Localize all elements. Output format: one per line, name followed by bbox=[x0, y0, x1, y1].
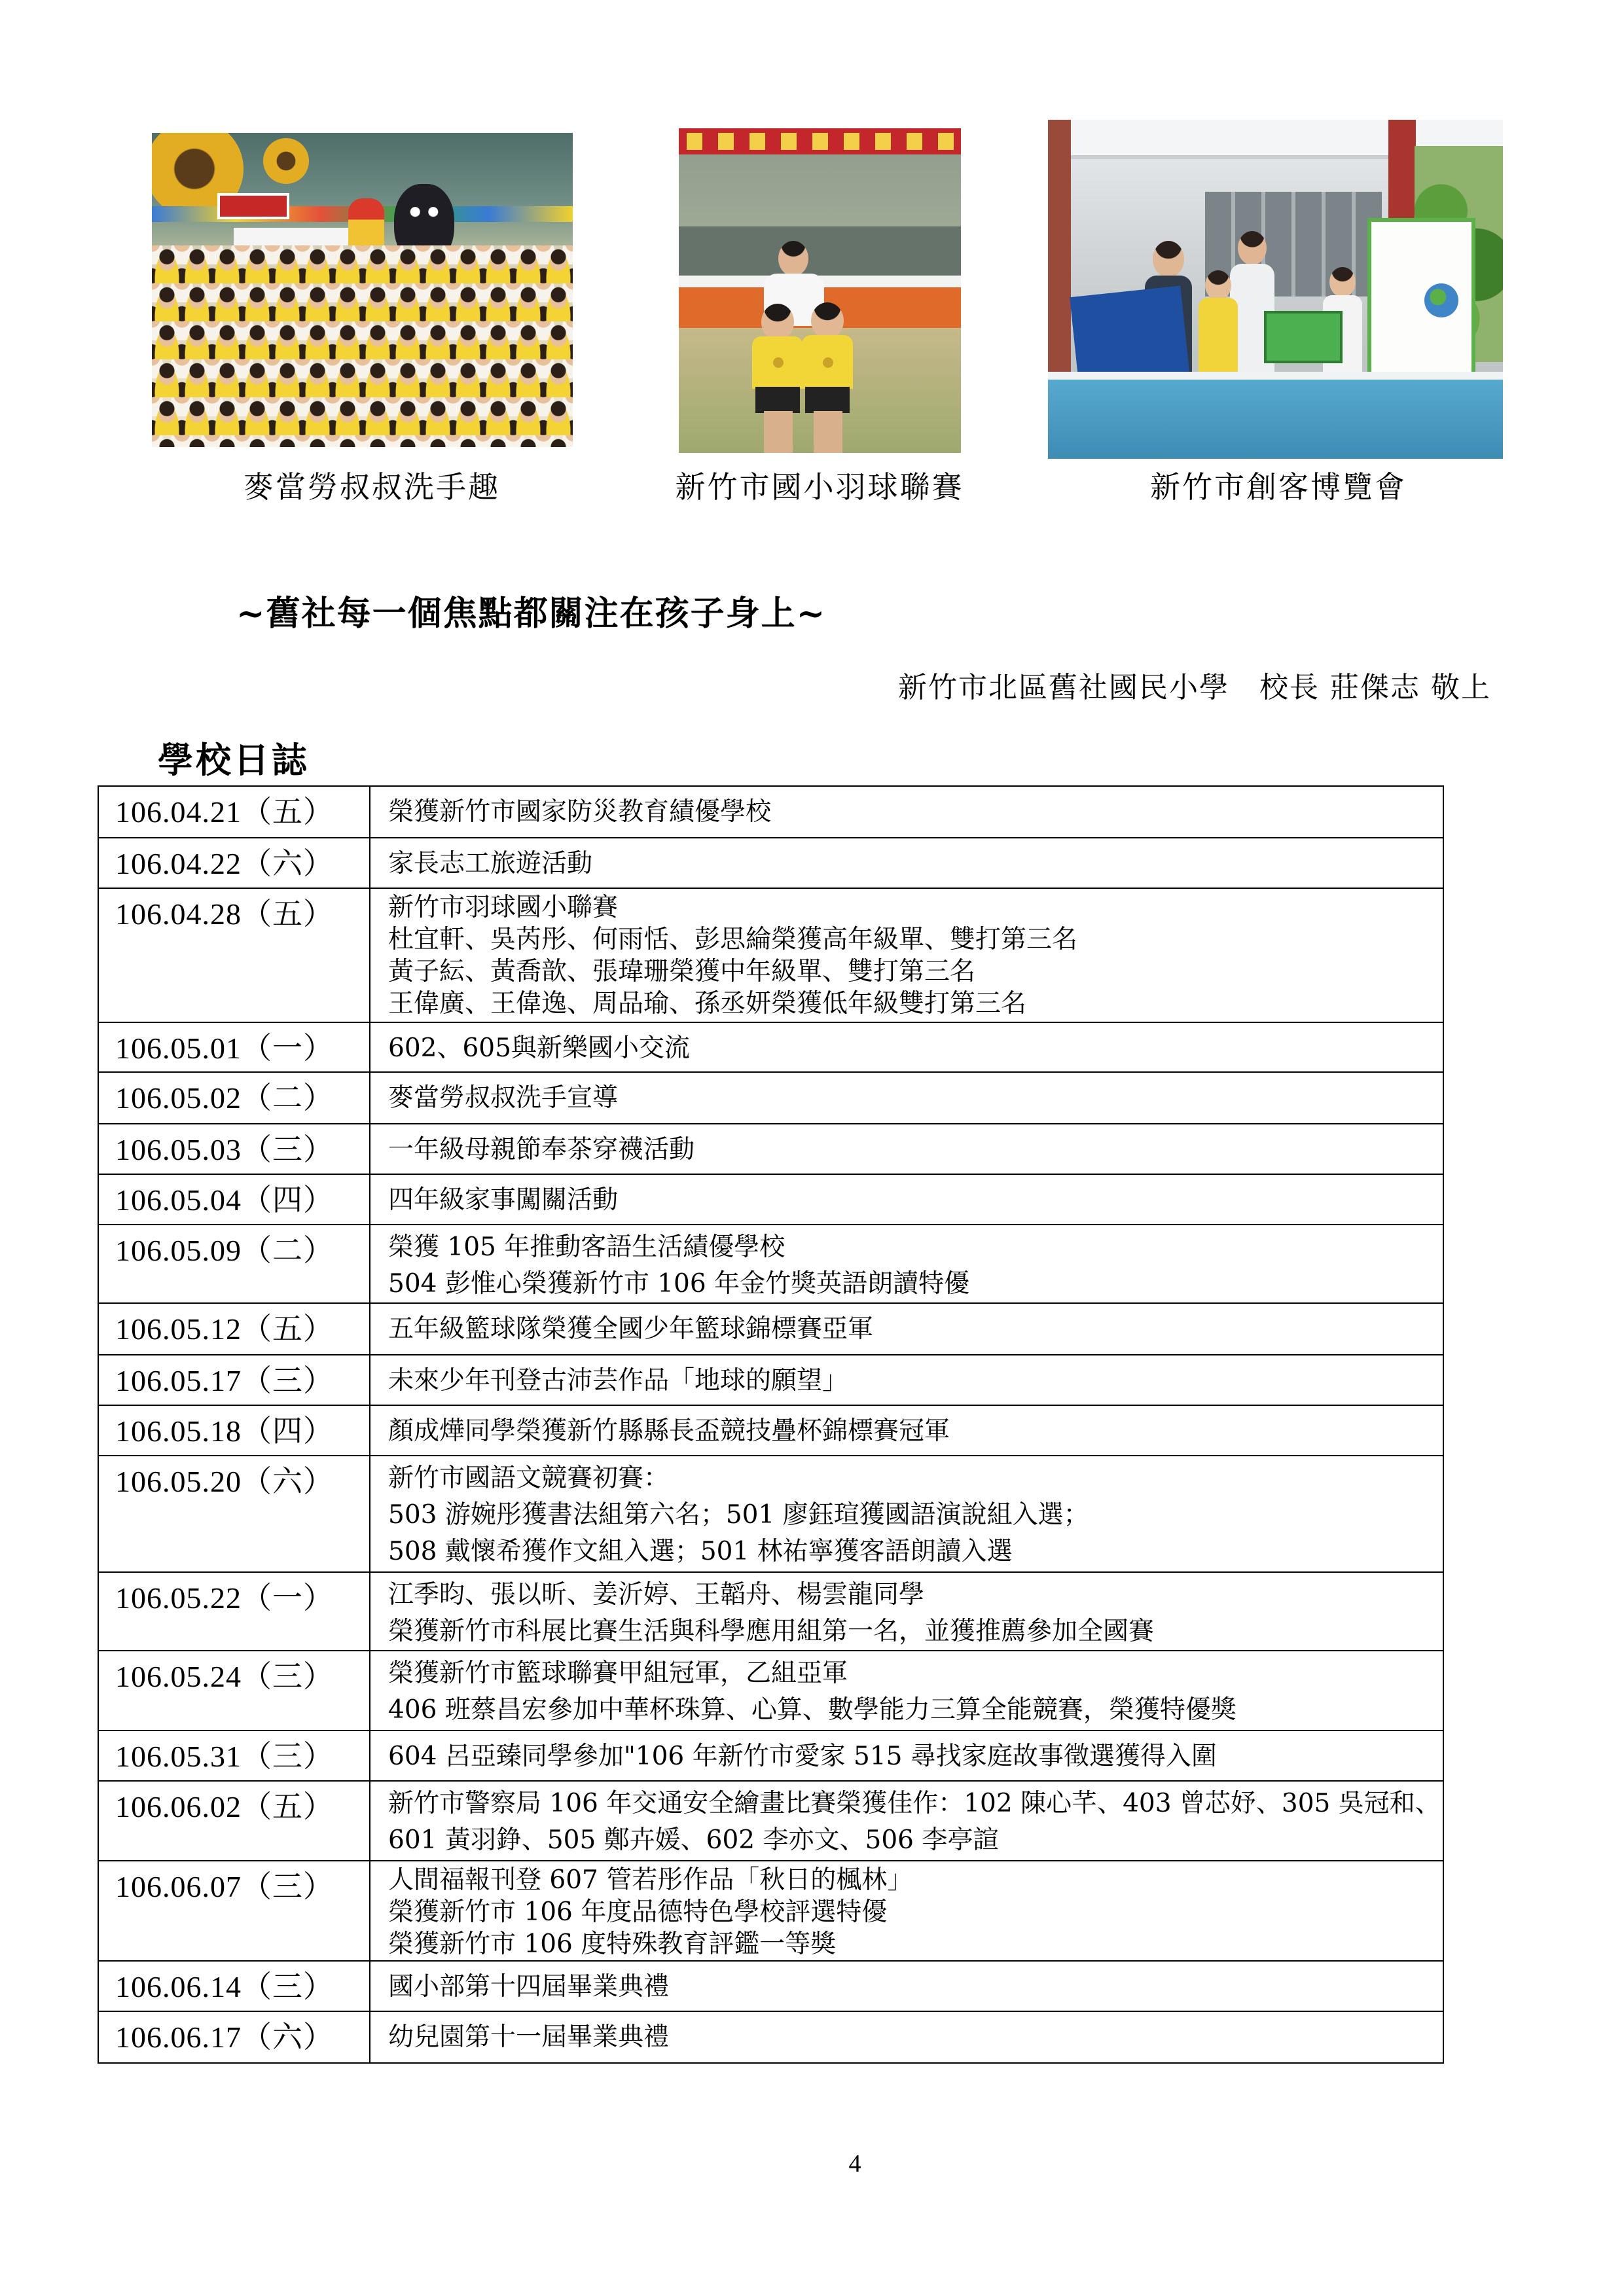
child-shirt bbox=[1199, 298, 1238, 376]
photo-caption: 麥當勞叔叔洗手趣 bbox=[244, 469, 500, 505]
log-content bbox=[370, 1861, 1443, 1961]
log-row bbox=[98, 1303, 1443, 1355]
log-date: 106.05.17（三） bbox=[98, 1355, 370, 1405]
log-content bbox=[370, 786, 1443, 838]
log-date: 106.05.31（三） bbox=[98, 1731, 370, 1781]
log-content bbox=[370, 1651, 1443, 1731]
log-date: 106.05.20（六） bbox=[98, 1456, 370, 1572]
log-content bbox=[370, 1174, 1443, 1225]
log-entry-line: 601 黃羽錚、505 鄭卉媛、602 李亦文、506 李亭諠 bbox=[388, 1825, 999, 1855]
log-row bbox=[98, 888, 1443, 1022]
log-entry-line: 四年級家事闖關活動 bbox=[388, 1185, 619, 1215]
log-date: 106.05.12（五） bbox=[98, 1303, 370, 1355]
log-entry-line: 麥當勞叔叔洗手宣導 bbox=[388, 1083, 619, 1113]
log-content bbox=[370, 1572, 1443, 1651]
crowd-of-children bbox=[152, 245, 573, 447]
medal bbox=[823, 357, 833, 368]
log-row bbox=[98, 1781, 1443, 1861]
child-2-shorts bbox=[805, 387, 850, 413]
log-entry-line: 五年級籃球隊榮獲全國少年籃球錦標賽亞軍 bbox=[388, 1314, 874, 1344]
page-number: 4 bbox=[848, 2150, 861, 2178]
log-row bbox=[98, 1405, 1443, 1456]
log-row bbox=[98, 1072, 1443, 1124]
stage-area bbox=[679, 226, 961, 279]
log-row bbox=[98, 1022, 1443, 1072]
green-display-board bbox=[1264, 311, 1343, 363]
log-date: 106.05.01（一） bbox=[98, 1022, 370, 1072]
log-date: 106.05.03（三） bbox=[98, 1124, 370, 1174]
log-entry-line: 榮獲新竹市國家防災教育績優學校 bbox=[388, 797, 772, 827]
photo-handwashing-event bbox=[152, 133, 573, 447]
log-content bbox=[370, 1405, 1443, 1456]
log-content bbox=[370, 1072, 1443, 1124]
log-row bbox=[98, 1355, 1443, 1405]
log-content bbox=[370, 1355, 1443, 1405]
log-content bbox=[370, 2011, 1443, 2063]
log-entry-line: 504 彭惟心榮獲新竹市 106 年金竹獎英語朗讀特優 bbox=[388, 1269, 970, 1299]
log-row bbox=[98, 1174, 1443, 1225]
log-date: 106.06.07（三） bbox=[98, 1861, 370, 1961]
log-content bbox=[370, 1225, 1443, 1303]
log-row bbox=[98, 838, 1443, 888]
log-entry-line: 黃子紜、黃喬歆、張瑋珊榮獲中年級單、雙打第三名 bbox=[388, 957, 976, 986]
log-row bbox=[98, 1572, 1443, 1651]
child-1-shorts bbox=[755, 387, 800, 413]
school-log-title: 學校日誌 bbox=[158, 739, 310, 781]
log-content bbox=[370, 838, 1443, 888]
log-entry-line: 家長志工旅遊活動 bbox=[388, 849, 593, 878]
log-date: 106.05.09（二） bbox=[98, 1225, 370, 1303]
photo-maker-fair bbox=[1048, 120, 1503, 459]
log-entry-line: 榮獲新竹市 106 年度品德特色學校評選特優 bbox=[388, 1897, 888, 1927]
log-entry-line: 榮獲新竹市科展比賽生活與科學應用組第一名，並獲推薦參加全國賽 bbox=[388, 1617, 1155, 1646]
log-entry-line: 幼兒園第十一屆畢業典禮 bbox=[388, 2022, 670, 2052]
log-date: 106.05.04（四） bbox=[98, 1174, 370, 1225]
log-row bbox=[98, 1961, 1443, 2011]
photo-badminton-competition bbox=[679, 128, 961, 453]
log-content bbox=[370, 1022, 1443, 1072]
log-entry-line: 新竹市警察局 106 年交通安全繪畫比賽榮獲佳作：102 陳心芊、403 曾芯妤、305 吳冠和、 bbox=[388, 1789, 1441, 1818]
log-date: 106.06.14（三） bbox=[98, 1961, 370, 2011]
log-row bbox=[98, 1651, 1443, 1731]
log-row bbox=[98, 1731, 1443, 1781]
log-entry-line: 杜宜軒、吳芮彤、何雨恬、彭思綸榮獲高年級單、雙打第三名 bbox=[388, 925, 1078, 954]
log-date: 106.06.17（六） bbox=[98, 2011, 370, 2063]
log-entry-line: 榮獲新竹市 106 度特殊教育評鑑一等獎 bbox=[388, 1929, 837, 1959]
slogan-heading: ~舊社每一個焦點都關注在孩子身上~ bbox=[236, 594, 827, 634]
log-date: 106.05.22（一） bbox=[98, 1572, 370, 1651]
child-1-head bbox=[761, 304, 794, 340]
medal bbox=[773, 357, 784, 368]
log-entry-line: 江季昀、張以昕、姜沂婷、王韜舟、楊雲龍同學 bbox=[388, 1580, 925, 1609]
log-content bbox=[370, 888, 1443, 1022]
log-entry-line: 王偉廣、王偉逸、周品瑜、孫丞妍榮獲低年級雙打第三名 bbox=[388, 989, 1027, 1018]
log-date: 106.05.24（三） bbox=[98, 1651, 370, 1731]
blue-tablecloth bbox=[1048, 380, 1503, 459]
log-row bbox=[98, 786, 1443, 838]
log-entry-line: 508 戴懷希獲作文組入選；501 林祐寧獲客語朗讀入選 bbox=[388, 1537, 1013, 1566]
log-entry-line: 未來少年刊登古沛芸作品「地球的願望」 bbox=[388, 1366, 848, 1395]
child-1-legs bbox=[764, 411, 793, 453]
log-entry-line: 新竹市國語文競賽初賽： bbox=[388, 1463, 670, 1493]
adult-head bbox=[778, 241, 808, 276]
log-date: 106.04.21（五） bbox=[98, 786, 370, 838]
log-entry-line: 一年級母親節奉茶穿襪活動 bbox=[388, 1135, 695, 1164]
log-row bbox=[98, 1456, 1443, 1572]
principal-signature: 新竹市北區舊社國民小學 校長 莊傑志 敬上 bbox=[898, 671, 1491, 704]
log-row bbox=[98, 2011, 1443, 2063]
child-2-legs bbox=[814, 411, 842, 453]
log-date: 106.06.02（五） bbox=[98, 1781, 370, 1861]
poster-board bbox=[1367, 218, 1475, 395]
log-content bbox=[370, 1124, 1443, 1174]
poster-earth bbox=[1424, 283, 1458, 317]
log-date: 106.04.22（六） bbox=[98, 838, 370, 888]
photo-caption: 新竹市創客博覽會 bbox=[1150, 469, 1407, 505]
log-date: 106.05.02（二） bbox=[98, 1072, 370, 1124]
sunflower-mural-small bbox=[263, 138, 309, 184]
log-row bbox=[98, 1124, 1443, 1174]
photo-caption: 新竹市國小羽球聯賽 bbox=[675, 469, 964, 505]
log-date: 106.04.28（五） bbox=[98, 888, 370, 1022]
child-head bbox=[1329, 267, 1356, 297]
log-row bbox=[98, 1861, 1443, 1961]
log-content bbox=[370, 1781, 1443, 1861]
log-entry-line: 人間福報刊登 607 管若彤作品「秋日的楓林」 bbox=[388, 1865, 913, 1895]
child-2-head bbox=[811, 302, 844, 339]
log-content bbox=[370, 1731, 1443, 1781]
log-content bbox=[370, 1303, 1443, 1355]
child-head bbox=[1205, 270, 1231, 300]
log-entry-line: 新竹市羽球國小聯賽 bbox=[388, 893, 619, 922]
log-entry-line: 顏成燁同學榮獲新竹縣縣長盃競技疊杯錦標賽冠軍 bbox=[388, 1416, 950, 1446]
log-entry-line: 406 班蔡昌宏參加中華杯珠算、心算、數學能力三算全能競賽，榮獲特優獎 bbox=[388, 1695, 1236, 1725]
log-entry-line: 602、605與新樂國小交流 bbox=[388, 1033, 690, 1063]
log-entry-line: 503 游婉彤獲書法組第六名；501 廖鈺瑄獲國語演說組入選； bbox=[388, 1500, 1089, 1530]
log-content bbox=[370, 1961, 1443, 2011]
log-entry-line: 604 呂亞臻同學參加"106 年新竹市愛家 515 尋找家庭故事徵選獲得入圍 bbox=[388, 1742, 1217, 1771]
log-date: 106.05.18（四） bbox=[98, 1405, 370, 1456]
log-entry-line: 榮獲新竹市籃球聯賽甲組冠軍，乙組亞軍 bbox=[388, 1659, 848, 1688]
log-content bbox=[370, 1456, 1443, 1572]
log-entry-line: 國小部第十四屆畢業典禮 bbox=[388, 1972, 670, 2001]
red-sign bbox=[217, 193, 289, 219]
log-row bbox=[98, 1225, 1443, 1303]
person-head bbox=[1153, 241, 1184, 278]
red-banner bbox=[679, 128, 961, 154]
log-entry-line: 榮獲 105 年推動客語生活績優學校 bbox=[388, 1232, 785, 1262]
person-head bbox=[1238, 231, 1267, 265]
school-log-table bbox=[98, 785, 1444, 2064]
